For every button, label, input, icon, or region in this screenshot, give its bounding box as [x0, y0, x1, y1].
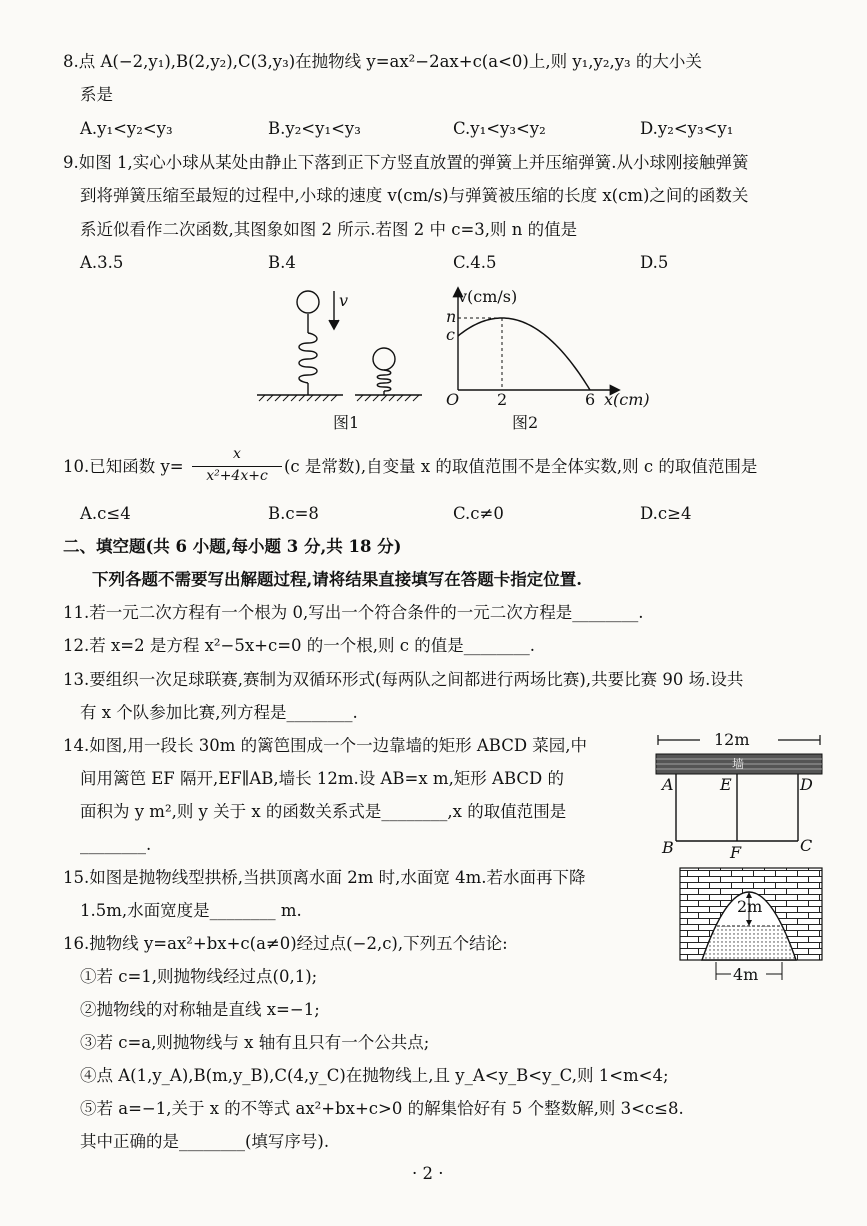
chart-c-label: c [446, 325, 455, 344]
q15-arch-bridge-figure [676, 864, 826, 986]
chart-series-curve [458, 318, 590, 390]
q14-point-d: D [800, 775, 813, 794]
q10-numerator: x [233, 446, 241, 462]
q8-option-c: C.y₁<y₃<y₂ [453, 119, 546, 138]
q14-point-f: F [730, 843, 742, 862]
q12: 12.若 x=2 是方程 x²−5x+c=0 的一个根,则 c 的值是________. [63, 636, 536, 655]
q9-option-d: D.5 [640, 253, 669, 272]
q14-point-c: C [800, 836, 813, 855]
q15-width-label: 4m [733, 965, 759, 984]
q10-denominator: x²+4x+c [206, 468, 268, 484]
q16-last: 其中正确的是________(填写序号). [80, 1132, 330, 1151]
q16-item-1: ①若 c=1,则抛物线经过点(0,1); [80, 967, 318, 986]
q10-option-b: B.c=8 [268, 504, 319, 523]
q9-option-a: A.3.5 [80, 253, 124, 272]
section2-instruction: 下列各题不需要写出解题过程,请将结果直接填写在答题卡指定位置. [92, 570, 582, 589]
q16-item-3: ③若 c=a,则抛物线与 x 轴有且只有一个公共点; [80, 1033, 430, 1052]
q11: 11.若一元二次方程有一个根为 0,写出一个符合条件的一元二次方程是________. [63, 603, 644, 622]
q13-line1: 13.要组织一次足球联赛,赛制为双循环形式(每两队之间都进行两场比赛),共要比赛 90 场.设共 [63, 670, 744, 689]
q10-suffix: (c 是常数),自变量 x 的取值范围不是全体实数,则 c 的取值范围是 [284, 457, 758, 476]
q10-fraction-bar [192, 466, 282, 467]
q9-line1: 9.如图 1,实心小球从某处由静止下落到正下方竖直放置的弹簧上并压缩弹簧.从小球刚接触弹簧 [63, 153, 749, 172]
section2-title: 二、填空题(共 6 小题,每小题 3 分,共 18 分) [63, 537, 402, 556]
q14-line2: 间用篱笆 EF 隔开,EF∥AB,墙长 12m.设 AB=x m,矩形 ABCD 的 [80, 769, 565, 788]
q10-option-d: D.c≥4 [640, 504, 692, 523]
fig2-caption: 图2 [512, 413, 539, 432]
q10-option-a: A.c≤4 [80, 504, 131, 523]
q14-line4: ________. [80, 835, 152, 854]
page-number: · 2 · [412, 1164, 444, 1183]
chart-y-axis-label: v(cm/s) [458, 287, 518, 306]
q13-line2: 有 x 个队参加比赛,列方程是________. [80, 703, 358, 722]
q14-point-b: B [662, 838, 674, 857]
chart-x-tick-6: 6 [585, 390, 596, 409]
figure-1-spring [225, 283, 435, 433]
q8-option-d: D.y₂<y₃<y₁ [640, 119, 734, 138]
q14-wall-text: 墙 [732, 757, 745, 771]
chart-n-label: n [446, 307, 457, 326]
q14-garden-figure [650, 728, 830, 863]
q9-line2: 到将弹簧压缩至最短的过程中,小球的速度 v(cm/s)与弹簧被压缩的长度 x(cm)之间的函数关 [80, 186, 749, 205]
q14-point-a: A [662, 775, 674, 794]
chart-x-axis-label: x(cm) [604, 390, 650, 409]
q15-line1: 15.如图是抛物线型拱桥,当拱顶离水面 2m 时,水面宽 4m.若水面再下降 [63, 868, 586, 887]
fig1-velocity-label: v [339, 291, 349, 310]
q10-prefix: 10.已知函数 y= [63, 457, 184, 476]
q8-option-b: B.y₂<y₁<y₃ [268, 119, 361, 138]
q14-line1: 14.如图,用一段长 30m 的篱笆围成一个一边靠墙的矩形 ABCD 菜园,中 [63, 736, 588, 755]
q16-line1: 16.抛物线 y=ax²+bx+c(a≠0)经过点(−2,c),下列五个结论: [63, 934, 508, 953]
q14-point-e: E [720, 775, 732, 794]
q16-item-4: ④点 A(1,y_A),B(m,y_B),C(4,y_C)在抛物线上,且 y_A<y_B<y_C,则 1<m<4; [80, 1066, 669, 1085]
figure-2-chart [440, 283, 660, 433]
q9-option-c: C.4.5 [453, 253, 497, 272]
q10-option-c: C.c≠0 [453, 504, 504, 523]
q16-item-2: ②抛物线的对称轴是直线 x=−1; [80, 1000, 320, 1019]
q8-option-a: A.y₁<y₂<y₃ [80, 119, 173, 138]
q15-height-label: 2m [737, 897, 763, 916]
q8-line2: 系是 [80, 85, 113, 104]
q8-line1: 8.点 A(−2,y₁),B(2,y₂),C(3,y₃)在抛物线 y=ax²−2ax+c(a<0)上,则 y₁,y₂,y₃ 的大小关 [63, 52, 702, 71]
q9-option-b: B.4 [268, 253, 296, 272]
q15-line2: 1.5m,水面宽度是________ m. [80, 901, 302, 920]
chart-origin-label: O [446, 390, 460, 409]
q14-wall-length: 12m [714, 730, 750, 749]
q16-item-5: ⑤若 a=−1,关于 x 的不等式 ax²+bx+c>0 的解集恰好有 5 个整数解,则 3<c≤8. [80, 1099, 684, 1118]
q9-line3: 系近似看作二次函数,其图象如图 2 所示.若图 2 中 c=3,则 n 的值是 [80, 220, 578, 239]
chart-x-tick-2: 2 [497, 390, 508, 409]
fig1-caption: 图1 [333, 413, 360, 432]
q14-line3: 面积为 y m²,则 y 关于 x 的函数关系式是________,x 的取值范围是 [80, 802, 567, 821]
